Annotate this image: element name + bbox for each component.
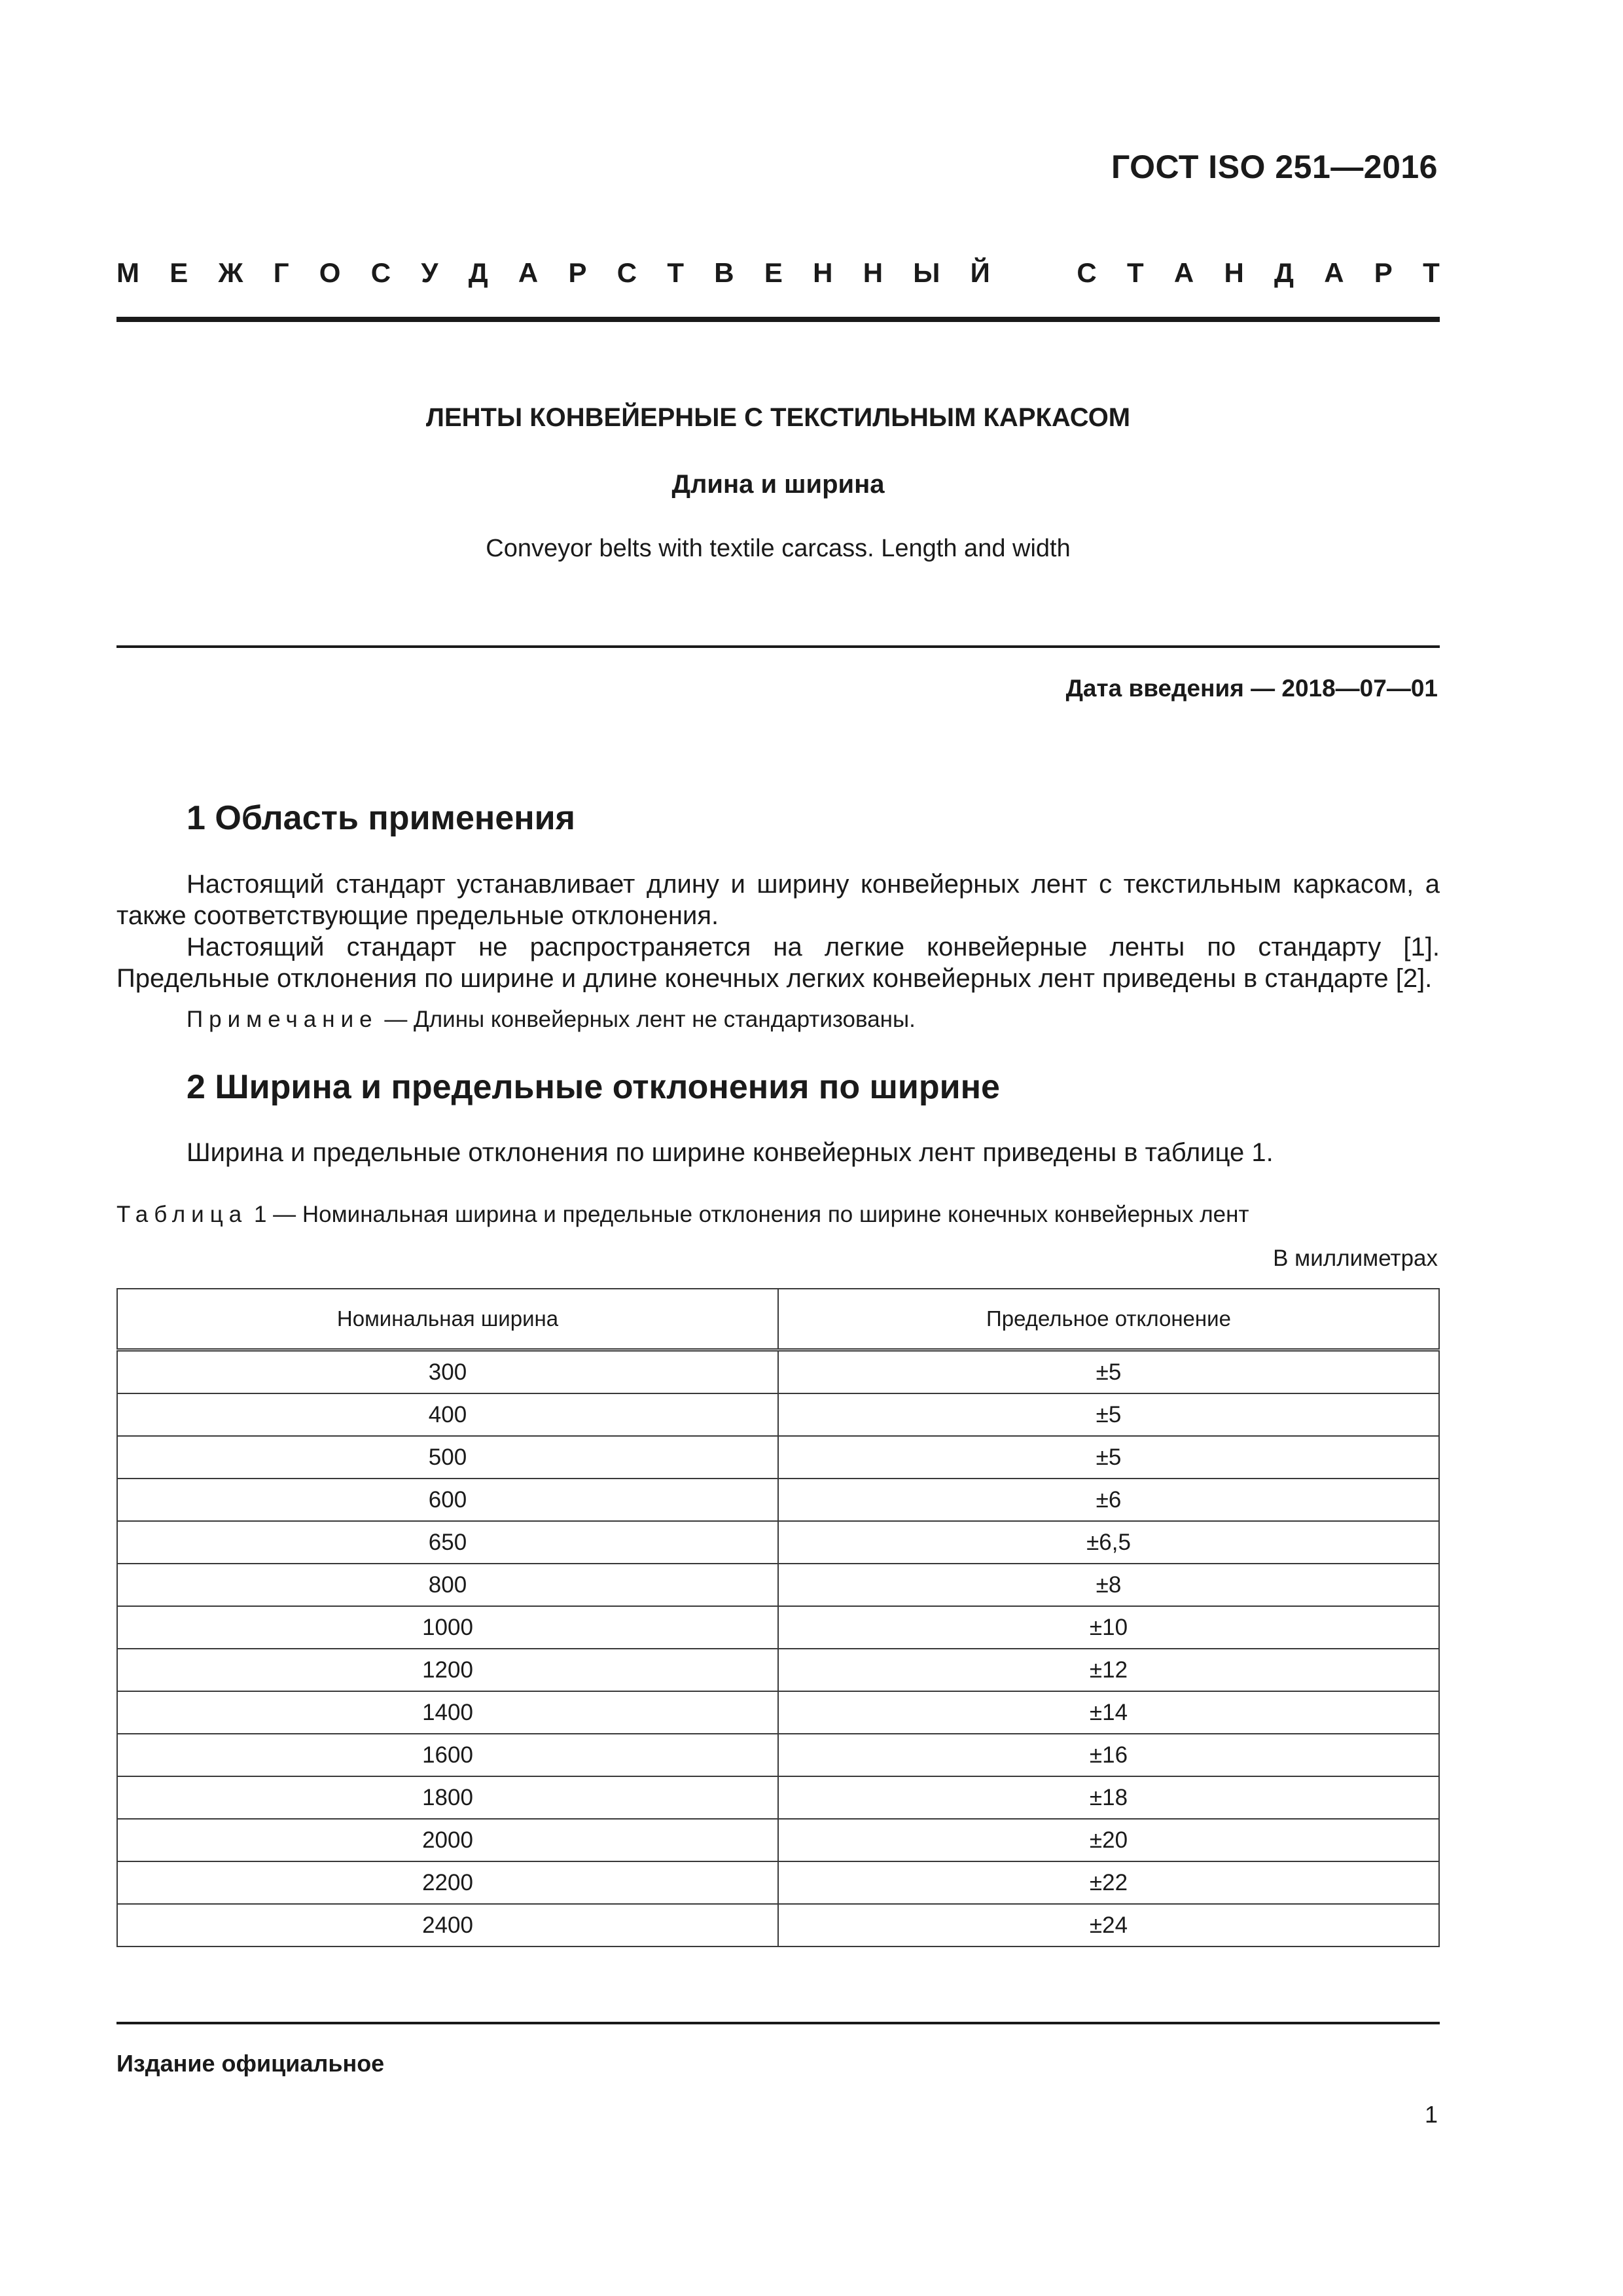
column-header-tolerance: Предельное отклонение (778, 1289, 1439, 1350)
section-1-paragraph-2 (116, 931, 1440, 994)
tolerance-cell: ±5 (778, 1436, 1439, 1479)
note-label: Примечание (187, 1007, 378, 1032)
header-letter: С (616, 257, 637, 288)
header-letter: А (518, 257, 539, 288)
tolerance-cell: ±6,5 (778, 1521, 1439, 1564)
nominal-width-cell: 1200 (117, 1649, 778, 1691)
table-row (117, 1564, 1439, 1606)
document-code: ГОСТ ISO 251—2016 (1111, 149, 1438, 185)
table-units: В миллиметрах (1273, 1246, 1438, 1271)
table-row (117, 1904, 1439, 1946)
header-letter: Ж (218, 257, 243, 288)
table-row (117, 1350, 1439, 1394)
nominal-width-cell: 2200 (117, 1861, 778, 1904)
header-letter: В (714, 257, 734, 288)
table-caption-label: Таблица (116, 1202, 248, 1227)
nominal-width-cell: 500 (117, 1436, 778, 1479)
header-letter: Е (764, 257, 783, 288)
nominal-width-cell: 650 (117, 1521, 778, 1564)
table-row (117, 1521, 1439, 1564)
header-letter: Г (273, 257, 289, 288)
header-letter: Ы (913, 257, 940, 288)
header-letter: Н (813, 257, 833, 288)
section-2-heading: 2 Ширина и предельные отклонения по ширине (187, 1068, 1000, 1106)
table-row (117, 1606, 1439, 1649)
tolerance-cell: ±20 (778, 1819, 1439, 1861)
header-letter: О (319, 257, 341, 288)
table-row (117, 1819, 1439, 1861)
header-letter: Р (568, 257, 587, 288)
header-letter: Н (1224, 257, 1244, 288)
tolerance-cell: ±16 (778, 1734, 1439, 1776)
nominal-width-cell: 1400 (117, 1691, 778, 1734)
nominal-width-cell: 1800 (117, 1776, 778, 1819)
header-letter: Т (1126, 257, 1144, 288)
table-header-row (117, 1289, 1439, 1350)
tolerance-cell: ±5 (778, 1350, 1439, 1394)
tolerance-cell: ±10 (778, 1606, 1439, 1649)
tolerance-cell: ±12 (778, 1649, 1439, 1691)
title-rule (116, 645, 1440, 648)
nominal-width-cell: 1000 (117, 1606, 778, 1649)
page-number: 1 (1424, 2101, 1438, 2128)
tolerance-cell: ±24 (778, 1904, 1439, 1946)
table-row (117, 1861, 1439, 1904)
header-letter: С (370, 257, 391, 288)
header-letter: У (421, 257, 438, 288)
header-letter: А (1173, 257, 1194, 288)
tolerance-cell: ±18 (778, 1776, 1439, 1819)
tolerance-cell: ±8 (778, 1564, 1439, 1606)
header-letter: Е (169, 257, 188, 288)
nominal-width-cell: 400 (117, 1393, 778, 1436)
header-letter: А (1324, 257, 1344, 288)
header-letter: М (116, 257, 139, 288)
table-row (117, 1436, 1439, 1479)
introduction-date: Дата введения — 2018—07—01 (1065, 675, 1438, 702)
document-title: ЛЕНТЫ КОНВЕЙЕРНЫЕ С ТЕКСТИЛЬНЫМ КАРКАСОМ (425, 403, 1131, 432)
header-letter: Й (970, 257, 990, 288)
header-letter: Н (863, 257, 883, 288)
standard-type-header (116, 257, 1440, 289)
section-1-heading: 1 Область применения (187, 799, 575, 837)
header-letter: Р (1374, 257, 1393, 288)
header-word-gap (1020, 257, 1046, 289)
table-row (117, 1649, 1439, 1691)
paragraph-text: Настоящий стандарт устанавливает длину и ширину конвейерных лент с текстильным каркасом, а также соответствующие предельные отклонения. (116, 870, 1440, 930)
table-row (117, 1776, 1439, 1819)
tolerance-cell: ±14 (778, 1691, 1439, 1734)
table-row (117, 1393, 1439, 1436)
nominal-width-cell: 300 (117, 1350, 778, 1394)
note-text: — Длины конвейерных лент не стандартизованы. (378, 1007, 916, 1032)
section-1-paragraph-1 (116, 869, 1440, 931)
document-subtitle: Длина и ширина (671, 470, 885, 499)
nominal-width-cell: 1600 (117, 1734, 778, 1776)
footer-rule (116, 2022, 1440, 2024)
paragraph-text: Настоящий стандарт не распространяется на легкие конвейерные ленты по стандарту [1]. Предельные отклонения по ширине и длине конечных легких конвейерных лент приведены в стандарте [2]. (116, 933, 1440, 993)
header-letter: Д (1274, 257, 1294, 288)
nominal-width-cell: 2000 (117, 1819, 778, 1861)
header-letter: С (1077, 257, 1097, 288)
nominal-width-cell: 2400 (117, 1904, 778, 1946)
tolerance-cell: ±6 (778, 1479, 1439, 1521)
tolerance-cell: ±5 (778, 1393, 1439, 1436)
table-row (117, 1734, 1439, 1776)
width-tolerance-table (116, 1288, 1440, 1947)
header-rule (116, 317, 1440, 322)
note (187, 1007, 916, 1033)
table-caption-text: 1 — Номинальная ширина и предельные отклонения по ширине конечных конвейерных лент (247, 1202, 1249, 1227)
header-letter: Д (468, 257, 488, 288)
official-edition-label: Издание официальное (116, 2050, 385, 2077)
nominal-width-cell: 600 (117, 1479, 778, 1521)
tolerance-cell: ±22 (778, 1861, 1439, 1904)
english-title: Conveyor belts with textile carcass. Length and width (486, 535, 1071, 562)
table-caption (116, 1202, 1249, 1228)
table-row (117, 1479, 1439, 1521)
nominal-width-cell: 800 (117, 1564, 778, 1606)
header-letter: Т (1423, 257, 1440, 288)
column-header-nominal-width: Номинальная ширина (117, 1289, 778, 1350)
header-letter: Т (667, 257, 684, 288)
section-2-paragraph: Ширина и предельные отклонения по ширине конвейерных лент приведены в таблице 1. (187, 1138, 1274, 1167)
table-row (117, 1691, 1439, 1734)
